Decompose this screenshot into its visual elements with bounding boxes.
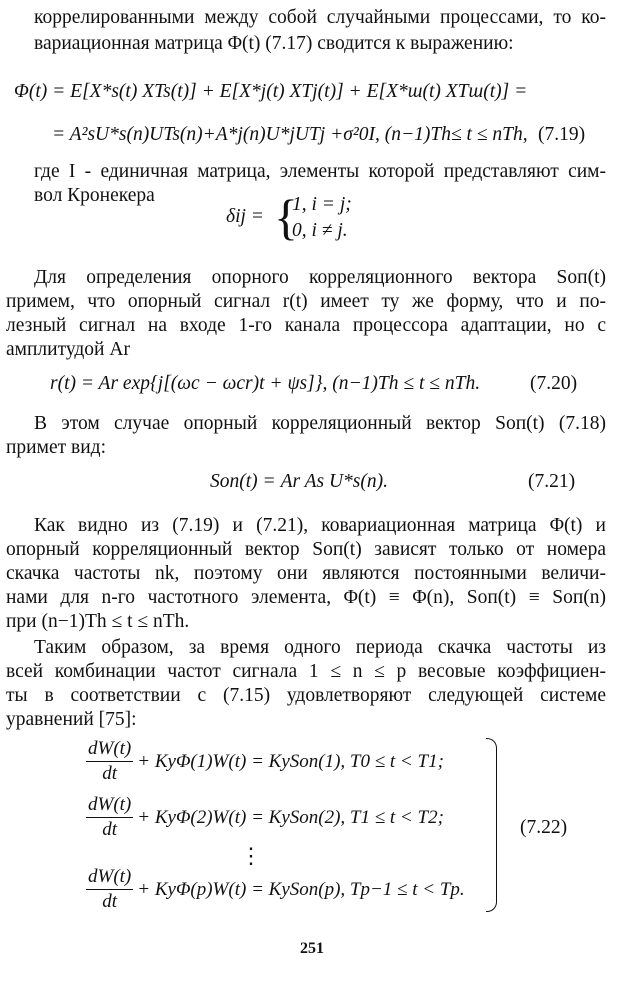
text-line: вол Кронекера [34,185,155,206]
equation-number: (7.20) [530,373,578,394]
equation-row-text: + KyΦ(2)W(t) = KySоп(2), T1 ≤ t < T2; [137,806,444,828]
left-brace-icon: { [274,189,298,245]
equation-7-19-line2: = A²sU*s(n)UTs(n)+A*j(n)U*jUTj +σ²0I, (n−1)Th≤ t ≤ nTh, [52,124,528,145]
fraction-denominator: dt [102,891,118,912]
text-line: В этом случае опорный корреляционный вектор Sоп(t) (7.18) [34,413,606,434]
fraction-numerator: dW(t) [86,866,133,890]
equation-number: (7.22) [520,817,568,838]
kronecker-case-2: 0, i ≠ j. [292,220,348,241]
text-line: Для определения опорного корреляционного вектора Sоп(t) [34,267,606,288]
text-line: где I - единичная матрица, элементы которой представляют сим- [34,161,606,182]
text-line: ты в соответствии с (7.15) удовлетворяют следующей системе [6,685,606,706]
text-line: амплитудой Ar [6,339,130,360]
equation-7-22-row-1 [86,738,444,785]
equation-number: (7.21) [528,471,576,492]
text-line: примем, что опорный сигнал r(t) имеет ту же форму, что и по- [6,291,606,312]
equation-7-20: r(t) = Ar exp{j[(ωc − ωcr)t + ψs]}, (n−1)Th ≤ t ≤ nTh. [50,373,481,394]
equation-7-22-row-2 [86,794,444,841]
text-line: Таким образом, за время одного периода скачка частоты из [34,637,606,658]
text-line: коррелированными между собой случайными процессами, то ко- [34,7,606,28]
derivative-fraction [86,794,133,841]
text-line: Как видно из (7.19) и (7.21), ковариационная матрица Φ(t) и [34,515,606,536]
text-line: скачка частоты nk, поэтому они являются постоянными величи- [6,563,606,584]
equation-7-21: Sоп(t) = Ar As U*s(n). [210,471,388,492]
text-line: всей комбинации частот сигнала 1 ≤ n ≤ p весовые коэффициен- [6,661,606,682]
fraction-denominator: dt [102,819,118,840]
equation-7-19-line1: Φ(t) = E[X*s(t) XTs(t)] + E[X*j(t) XTj(t)] + E[X*ш(t) XTш(t)] = [14,81,528,102]
text-line: вариационная матрица Φ(t) (7.17) сводится к выражению: [34,33,514,54]
derivative-fraction [86,866,133,913]
kronecker-lhs: δij = [226,206,264,227]
text-line: опорный корреляционный вектор Sоп(t) зависят только от номера [6,539,606,560]
fraction-numerator: dW(t) [86,794,133,818]
equation-row-text: + KyΦ(1)W(t) = KySоп(1), T0 ≤ t < T1; [137,750,444,772]
right-brace-icon [486,738,497,912]
fraction-numerator: dW(t) [86,738,133,762]
equation-number: (7.19) [538,124,586,145]
text-line: уравнений [75]: [6,709,137,730]
vertical-ellipsis-icon: ⋮ [240,843,262,868]
text-line: примет вид: [6,437,106,458]
derivative-fraction [86,738,133,785]
fraction-denominator: dt [102,763,118,784]
text-line: нами для n-го частотного элемента, Φ(t) ≡ Φ(n), Sоп(t) ≡ Sоп(n) [6,587,606,608]
equation-7-22-row-3 [86,866,465,913]
text-line: при (n−1)Th ≤ t ≤ nTh. [6,611,190,632]
equation-row-text: + KyΦ(p)W(t) = KySоп(p), Tp−1 ≤ t < Tp. [137,878,465,900]
kronecker-case-1: 1, i = j; [292,194,352,215]
text-line: лезный сигнал на входе 1-го канала процессора адаптации, но с [6,315,606,336]
page-number: 251 [300,940,324,957]
